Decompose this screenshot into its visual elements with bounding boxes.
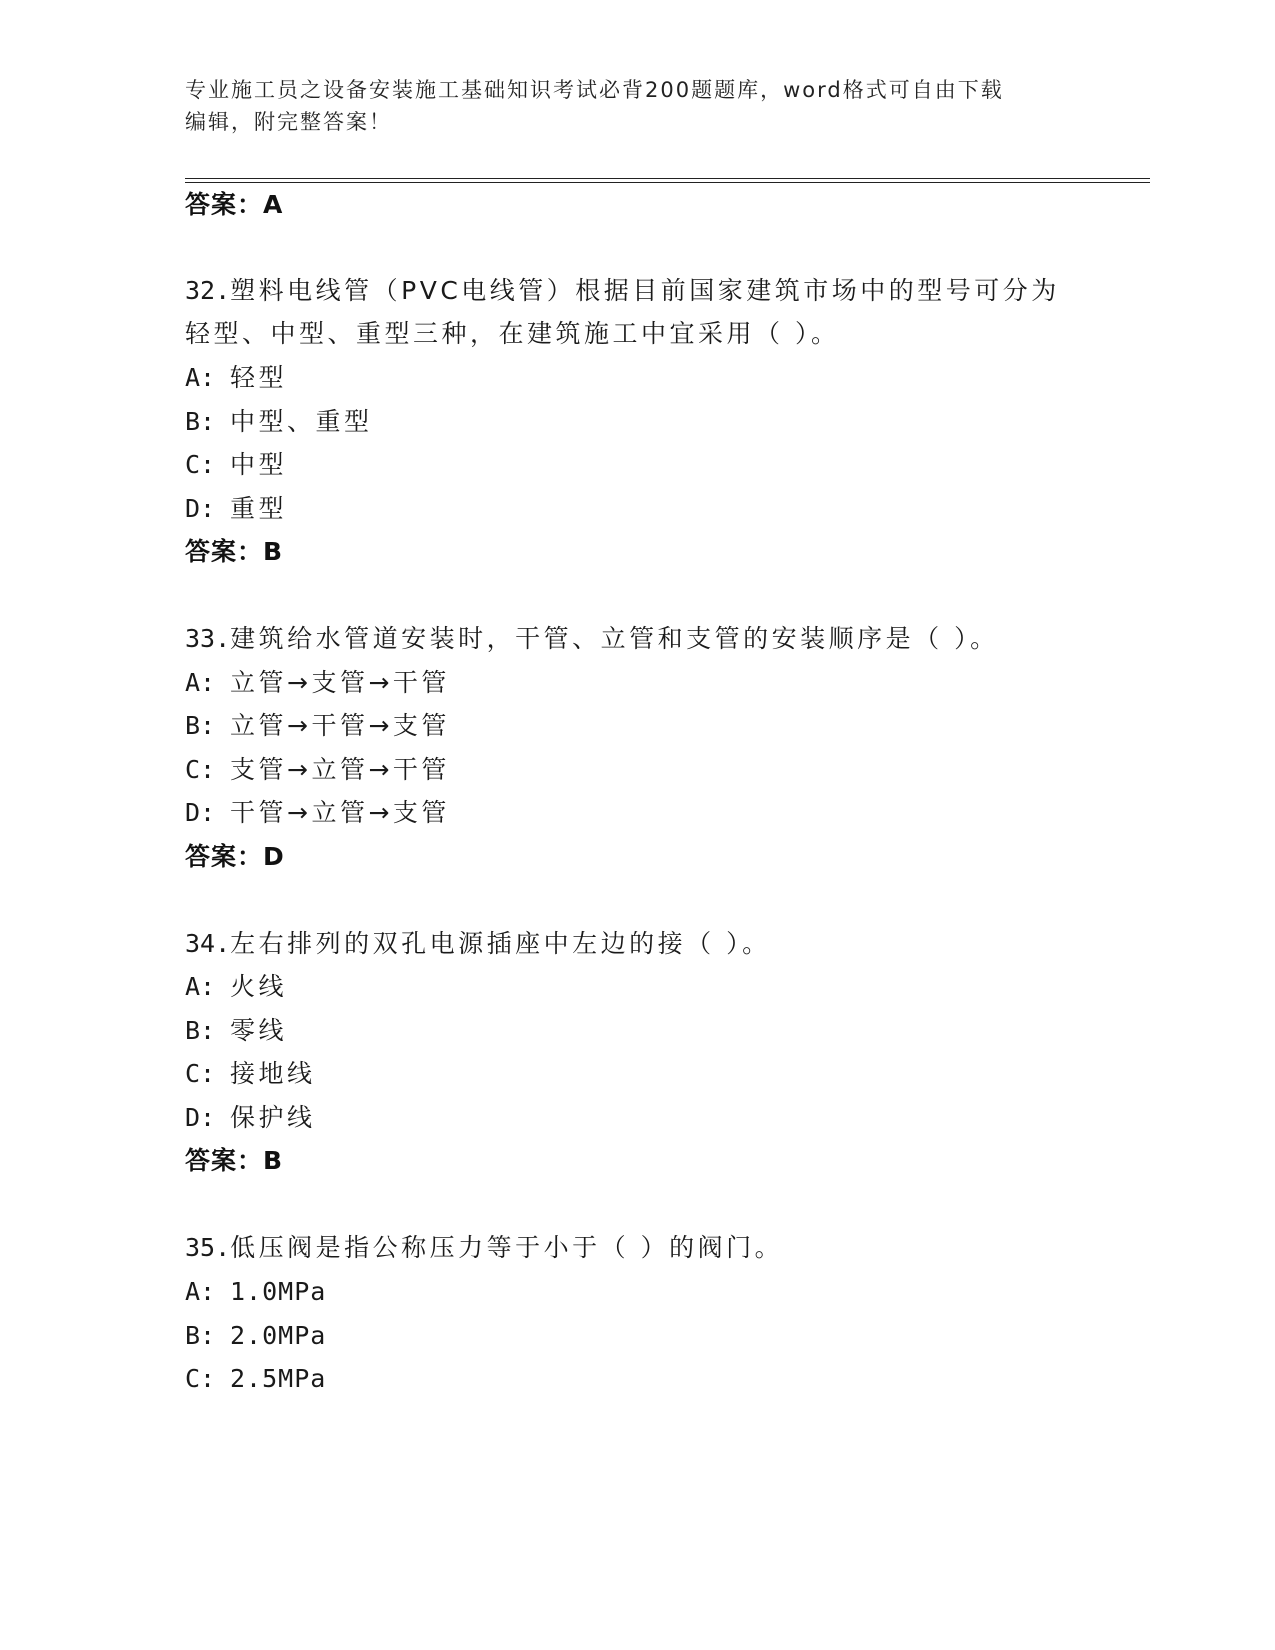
option-text: 中型 [230, 450, 288, 479]
option-text: 中型、重型 [230, 407, 373, 436]
option-text: 零线 [230, 1016, 288, 1045]
option-text: 重型 [230, 494, 288, 523]
header-title-line-1: 专业施工员之设备安装施工基础知识考试必背200题题库，word格式可自由下载 [185, 78, 1004, 102]
question-35-stem-line-1 [185, 1232, 783, 1264]
question-32-stem-line-2: 轻型、中型、重型三种，在建筑施工中宜采用（ ）。 [185, 319, 840, 348]
question-number: 32. [185, 276, 231, 305]
question-33-option-c [185, 754, 450, 786]
question-33-stem-line-1 [185, 623, 999, 655]
option-letter: B: [185, 1321, 216, 1350]
question-34-option-c [185, 1058, 316, 1090]
option-letter: D: [185, 1103, 216, 1132]
option-text: 轻型 [230, 363, 288, 392]
header-divider-bottom [185, 182, 1150, 183]
question-32-answer: 答案：B [185, 537, 284, 566]
option-text: 支管→立管→干管 [230, 755, 450, 784]
option-letter: C: [185, 450, 216, 479]
option-text: 立管→支管→干管 [230, 668, 450, 697]
question-35-option-a [185, 1276, 326, 1308]
option-letter: B: [185, 1016, 216, 1045]
option-letter: B: [185, 407, 216, 436]
question-32-option-a [185, 362, 287, 394]
option-text: 火线 [230, 972, 288, 1001]
document-header [185, 74, 1065, 138]
question-34-answer: 答案：B [185, 1146, 284, 1175]
question-33-option-b [185, 710, 450, 742]
option-letter: D: [185, 798, 216, 827]
option-letter: D: [185, 494, 216, 523]
question-number: 34. [185, 929, 231, 958]
question-34-option-d [185, 1102, 316, 1134]
option-letter: A: [185, 972, 216, 1001]
question-34-option-b [185, 1015, 287, 1047]
question-text: 低压阀是指公称压力等于小于（ ）的阀门。 [230, 1233, 784, 1262]
question-33-option-a [185, 667, 450, 699]
option-letter: A: [185, 363, 216, 392]
header-title-line-2: 编辑，附完整答案！ [185, 110, 392, 134]
option-text: 接地线 [230, 1059, 316, 1088]
question-32-stem-line-1 [185, 275, 1060, 307]
option-letter: B: [185, 711, 216, 740]
question-34-option-a [185, 971, 287, 1003]
question-33-answer: 答案：D [185, 842, 285, 871]
option-letter: C: [185, 755, 216, 784]
option-text: 2.0MPa [230, 1321, 327, 1350]
question-number: 33. [185, 624, 231, 653]
question-text: 左右排列的双孔电源插座中左边的接（ ）。 [230, 929, 771, 958]
option-text: 干管→立管→支管 [230, 798, 450, 827]
option-letter: C: [185, 1059, 216, 1088]
question-33-option-d [185, 797, 450, 829]
question-35-option-c [185, 1363, 326, 1395]
option-letter: A: [185, 668, 216, 697]
option-text: 2.5MPa [230, 1364, 327, 1393]
question-35-option-b [185, 1320, 326, 1352]
option-letter: C: [185, 1364, 216, 1393]
header-divider-top [185, 178, 1150, 179]
option-text: 保护线 [230, 1103, 316, 1132]
question-32-option-b [185, 406, 373, 438]
question-32-option-c [185, 449, 287, 481]
option-text: 1.0MPa [230, 1277, 327, 1306]
question-number: 35. [185, 1233, 231, 1262]
answer-31: 答案：A [185, 190, 284, 219]
option-text: 立管→干管→支管 [230, 711, 450, 740]
option-letter: A: [185, 1277, 216, 1306]
question-32-option-d [185, 493, 287, 525]
question-34-stem-line-1 [185, 928, 771, 960]
question-text: 塑料电线管（PVC电线管）根据目前国家建筑市场中的型号可分为 [230, 276, 1060, 305]
question-text: 建筑给水管道安装时，干管、立管和支管的安装顺序是（ ）。 [230, 624, 999, 653]
